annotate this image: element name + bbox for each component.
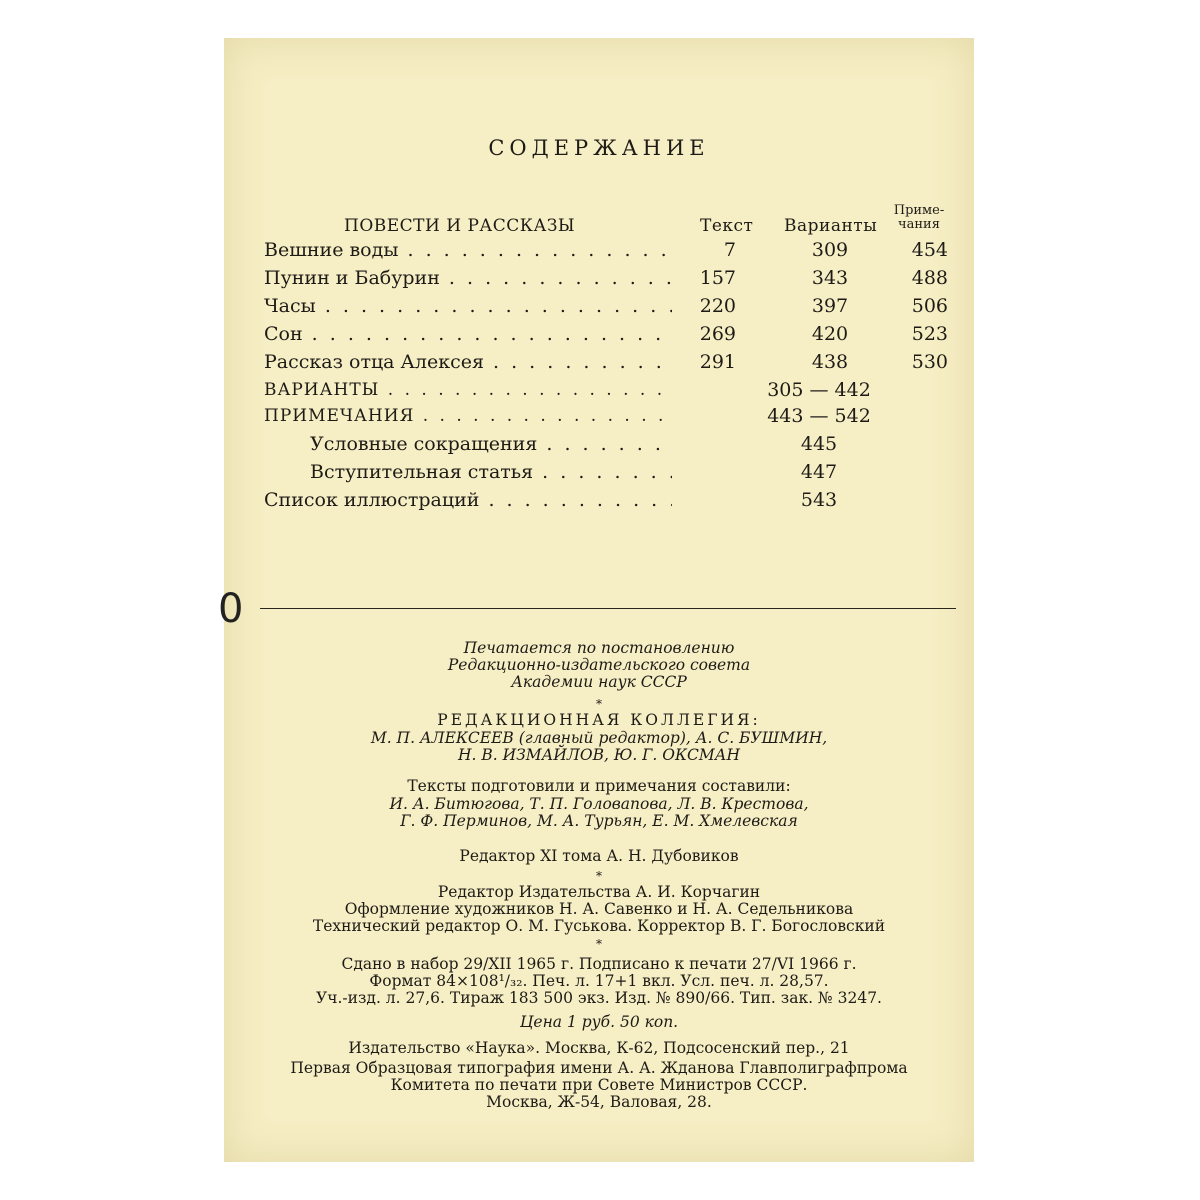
toc-row-title: Вешние воды . . .: [264, 236, 672, 264]
toc-section-row: [224, 376, 974, 404]
prepared-by-title: Тексты подготовили и примечания составили:: [407, 777, 791, 795]
toc-section-pages: 445: [800, 433, 838, 455]
toc-row-notes-page: 506: [911, 295, 948, 317]
imprint-line: М. П. АЛЕКСЕЕВ (главный редактор), А. С. БУШМИН,: [370, 729, 828, 747]
imprint-line: Формат 84×108¹/₃₂. Печ. л. 17+1 вкл. Усл. печ. л. 28,57.: [369, 972, 829, 990]
imprint-line: Сдано в набор 29/XII 1965 г. Подписано к печати 27/VI 1966 г.: [341, 955, 857, 973]
separator-star: *: [596, 869, 602, 883]
toc-row-text-page: 291: [699, 351, 736, 373]
toc-section-pages: 305 — 442: [767, 379, 871, 401]
separator-star: *: [596, 937, 602, 951]
page-title: СОДЕРЖАНИЕ: [488, 136, 710, 160]
handwritten-mark: 0: [218, 586, 244, 632]
toc-section-pages: 447: [800, 461, 838, 483]
toc-row: [224, 292, 974, 320]
editorial-board-title: РЕДАКЦИОННАЯ КОЛЛЕГИЯ:: [437, 711, 761, 729]
section-header: ПОВЕСТИ И РАССКАЗЫ: [344, 216, 576, 236]
imprint-line: Редакционно-издательского совета: [447, 656, 751, 674]
toc-row-text-page: 269: [699, 323, 736, 345]
toc-section-pages: 443 — 542: [767, 405, 871, 427]
toc-section-row: [224, 402, 974, 430]
imprint-line: Комитета по печати при Совете Министров СССР.: [390, 1076, 808, 1094]
toc-row-text-page: 220: [699, 295, 736, 317]
toc-row-notes-page: 488: [911, 267, 948, 289]
toc-row-variants-page: 420: [811, 323, 849, 345]
imprint-line: Г. Ф. Перминов, М. А. Турьян, Е. М. Хмелевская: [400, 812, 798, 830]
separator-star: *: [596, 697, 602, 711]
toc-section-row: [224, 486, 974, 514]
volume-editor: Редактор XI тома А. Н. Дубовиков: [459, 847, 739, 865]
toc-row-title: Рассказ отца Алексея . . .: [264, 348, 672, 376]
imprint-line: Печатается по постановлению: [463, 639, 735, 657]
toc-row-notes-page: 523: [911, 323, 948, 345]
toc-row-variants-page: 438: [811, 351, 849, 373]
toc-row-title: Часы . . .: [264, 292, 672, 320]
toc-row-title: Сон . . .: [264, 320, 672, 348]
toc-section-title: ВАРИАНТЫ . . .: [264, 376, 672, 404]
imprint-line: Н. В. ИЗМАЙЛОВ, Ю. Г. ОКСМАН: [458, 746, 740, 764]
toc-section-row: [224, 458, 974, 486]
toc-row-variants-page: 309: [811, 239, 849, 261]
imprint-line: Редактор Издательства А. И. Корчагин: [437, 883, 761, 901]
toc-section-pages: 543: [800, 489, 838, 511]
toc-row-notes-page: 530: [911, 351, 948, 373]
column-header-notes-line1: Приме-: [893, 203, 945, 218]
toc-section-row: [224, 430, 974, 458]
book-page: [218, 38, 974, 1162]
toc-row: [224, 320, 974, 348]
toc-section-title: Вступительная статья . . .: [310, 458, 672, 486]
imprint-line: Уч.-изд. л. 27,6. Тираж 183 500 экз. Изд. № 890/66. Тип. зак. № 3247.: [316, 989, 882, 1007]
imprint-line: Москва, Ж-54, Валовая, 28.: [486, 1093, 712, 1111]
decree-note: [224, 640, 974, 691]
publishing-staff: [224, 884, 974, 935]
toc-row: [224, 348, 974, 376]
column-header-notes: [884, 204, 954, 232]
toc-section-title: ПРИМЕЧАНИЯ . . .: [264, 402, 672, 430]
toc-row-text-page: 157: [699, 267, 736, 289]
column-header-variants: Варианты: [784, 216, 878, 236]
divider-line: [260, 608, 956, 609]
imprint-line: Первая Образцовая типография имени А. А. Жданова Главполиграфпрома: [290, 1059, 908, 1077]
imprint-line: Технический редактор О. М. Гуськова. Корректор В. Г. Богословский: [312, 917, 886, 935]
column-header-text: Текст: [700, 216, 754, 236]
toc-row: [224, 264, 974, 292]
toc-section-title: Список иллюстраций . . .: [264, 486, 672, 514]
toc-row-notes-page: 454: [911, 239, 948, 261]
toc-row: [224, 236, 974, 264]
prepared-by: [224, 796, 974, 830]
toc-row-variants-page: 397: [811, 295, 849, 317]
toc-row-variants-page: 343: [811, 267, 849, 289]
imprint-line: Академии наук СССР: [511, 673, 687, 691]
column-header-notes-line2: чания: [898, 217, 940, 232]
toc-row-text-page: 7: [723, 239, 736, 261]
publisher-address: Издательство «Наука». Москва, К-62, Подсосенский пер., 21: [348, 1039, 850, 1057]
editorial-board: [224, 730, 974, 764]
imprint-line: И. А. Битюгова, Т. П. Головanова, Л. В. Крестова,: [389, 795, 809, 813]
printer-info: [224, 1060, 974, 1111]
toc-section-title: Условные сокращения . . .: [310, 430, 672, 458]
toc-row-title: Пунин и Бабурин . . .: [264, 264, 672, 292]
print-details: [224, 956, 974, 1007]
price: Цена 1 руб. 50 коп.: [519, 1013, 679, 1031]
imprint-line: Оформление художников Н. А. Савенко и Н. А. Седельникова: [344, 900, 854, 918]
